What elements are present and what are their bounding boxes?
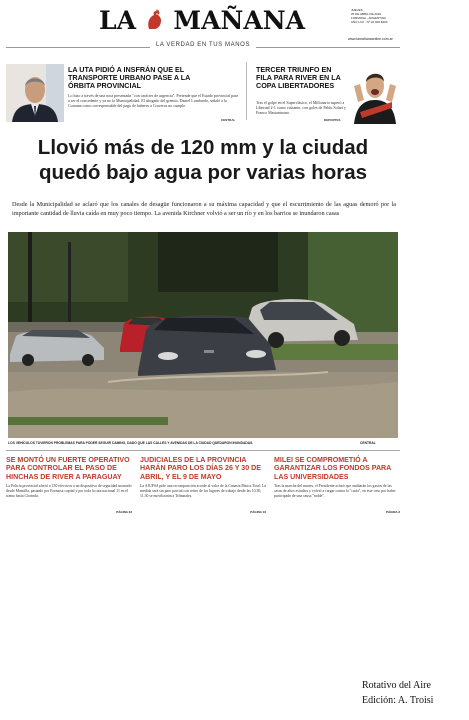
newspaper-logo — [99, 6, 305, 35]
credits — [362, 678, 433, 708]
teaser-headline: LA UTA PIDIÓ A INSFRÁN QUE EL TRANSPORTE URBANO PASE A LA ÓRBITA PROVINCIAL — [68, 65, 191, 90]
bottom-rule — [6, 450, 400, 451]
bottom-body: La Policía provincial afectó a 150 efectivos a un dispositivo de seguridad montado desde Mansilla, pasando por Formosa capital y por toda la ruta nacional 11 en el tramo hasta Clorinda. — [6, 484, 132, 499]
portrait-photo — [6, 64, 64, 122]
date-block — [351, 8, 399, 24]
page-reference: PÁGINA 16 — [250, 510, 266, 514]
page-reference: PÁGINA 3 — [385, 510, 400, 514]
website-url[interactable]: www.lamañanaonline.com.ar — [348, 37, 393, 41]
bottom-body: Tras la marcha del martes, el Presidente aclaró que auditarán los gastos de las casas de altos estudios y volvió a cargar contra la "casta", en este caso por haber participado de una causa "noble". — [274, 484, 396, 499]
caption-section-tag: CENTRAL — [360, 441, 376, 445]
teaser-body: Tras el golpe en el Superclásico, el Millonario superó a Libertad 2-1 como visitante, con goles de Pablo Solari y Franco Mastantuono. — [256, 100, 346, 115]
rooster-icon — [145, 9, 165, 31]
column-divider — [246, 62, 247, 120]
date-line: FORMOSA - ARGENTINA — [351, 16, 387, 20]
page-reference: PÁGINA 33 — [116, 510, 132, 514]
bottom-body: La AJUFSA pide una recomposición acorde al valor de la Canasta Básica Total. La medida será sin paro parcial con retiro de los lugares de trabajo desde las 10.30; 11.30 se movilizarán a Tribunales. — [140, 484, 266, 499]
bottom-headline: JUDICIALES DE LA PROVINCIA HARÁN PARO LOS DÍAS 26 Y 30 DE ABRIL, Y EL 9 DE MAYO — [140, 456, 262, 481]
masthead — [6, 4, 400, 44]
bottom-story-milei[interactable] — [274, 456, 400, 516]
credit-line: Rotativo del Aire — [362, 680, 431, 691]
section-tag: DEPORTES — [324, 118, 341, 122]
player-photo — [352, 62, 398, 124]
tagline-text: LA VERDAD EN TUS MANOS — [150, 42, 256, 48]
date-line: AÑO LXX · Nº 22.000 $400 — [351, 20, 388, 24]
logo-word-la: LA — [99, 6, 136, 35]
top-teasers — [6, 60, 400, 124]
credit-line: Edición: A. Troisi — [362, 695, 434, 706]
main-headline[interactable] — [6, 135, 400, 185]
teaser-body: Lo hizo a través de una nota presentada "con carácter de urgencia". Pretende que el Estado provincial pase a ser el concedente y ya no la Municipalidad. El abogado del gremio, Daniel Lombardo, señaló a la Comuna como corresponsable del pago de haberes a Cruceros no cumple. — [68, 93, 239, 108]
bottom-headline: SE MONTÓ UN FUERTE OPERATIVO PARA CONTROLAR EL PASO DE HINCHAS DE RIVER A PARAGUAY — [6, 456, 130, 481]
headline-line: Llovió más de 120 mm y la ciudad — [37, 136, 369, 159]
bottom-story-judiciales[interactable] — [140, 456, 266, 516]
teaser-uta[interactable] — [6, 60, 244, 124]
teaser-headline: TERCER TRIUNFO EN FILA PARA RIVER EN LA COPA LIBERTADORES — [256, 65, 341, 90]
flooded-street-photo — [8, 232, 398, 438]
bottom-headline: MILEI SE COMPROMETIÓ A GARANTIZAR LOS FONDOS PARA LAS UNIVERSIDADES — [274, 456, 392, 481]
bottom-story-operativo[interactable] — [6, 456, 132, 516]
section-tag: CENTRAL — [221, 118, 236, 122]
photo-caption: LOS VEHÍCULOS TUVIERON PROBLEMAS PARA PODER SEGUIR CAMINO, DADO QUE LAS CALLES Y AVENIDAS DE LA CIUDAD QUEDARON INUNDADAS. — [8, 441, 254, 445]
silver-car-left — [10, 330, 104, 366]
teaser-river[interactable] — [250, 60, 400, 124]
date-line: JUEVES — [351, 8, 363, 12]
newspaper-front-page — [6, 4, 400, 516]
main-deck: Desde la Municipalidad se aclaró que los canales de desagüe funcionaron a su máxima capacidad y que el escurrimiento de las aguas demoró por la importante cantidad de lluvia caída en muy poco tiempo. La avenida Kirchner volvió a ser un río y en los barrios se inundaron casas — [12, 201, 396, 217]
headline-line: quedó bajo agua por varias horas — [38, 161, 368, 184]
logo-word-manana: MAÑANA — [173, 6, 305, 35]
date-line: 25 DE ABRIL DE 2024 — [351, 12, 382, 16]
tagline — [6, 42, 400, 48]
